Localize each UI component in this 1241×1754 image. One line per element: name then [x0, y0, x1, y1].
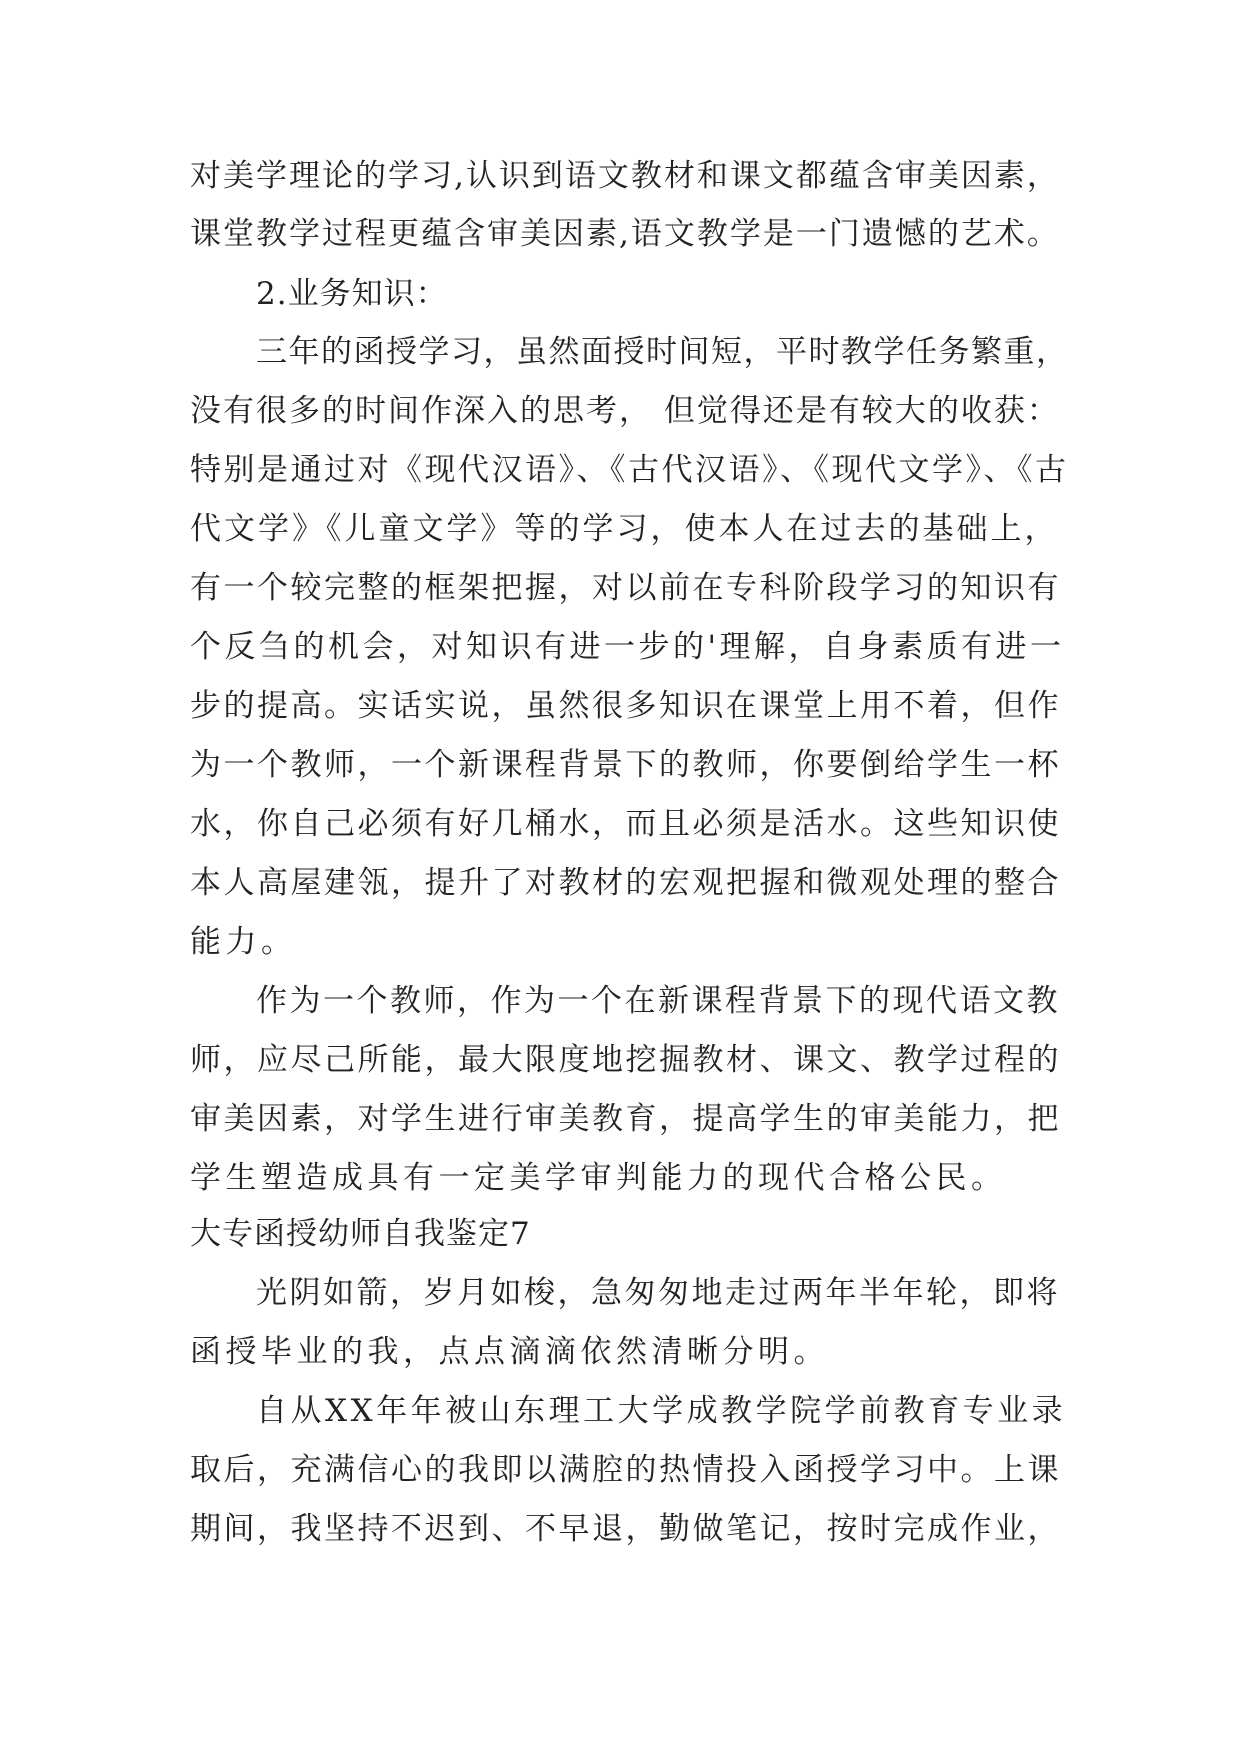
text-line: 个反刍的机会，对知识有进一步的'理解，自身素质有进一 [190, 629, 1065, 665]
section-title: 大专函授幼师自我鉴定7 [190, 1216, 531, 1252]
text-line: 对美学理论的学习,认识到语文教材和课文都蕴含审美因素， [190, 158, 1060, 194]
text-line: 学生塑造成具有一定美学审判能力的现代合格公民。 [190, 1160, 1007, 1196]
text-line: 函授毕业的我，点点滴滴依然清晰分明。 [190, 1334, 829, 1370]
paragraph-first-line: 三年的函授学习，虽然面授时间短，平时教学任务繁重， [256, 334, 1069, 370]
paragraph-first-line: 作为一个教师，作为一个在新课程背景下的现代语文教 [256, 983, 1060, 1019]
text-line: 代文学》《儿童文学》等的学习，使本人在过去的基础上， [190, 511, 1059, 547]
text-line: 本人高屋建瓴，提升了对教材的宏观把握和微观处理的整合 [190, 865, 1061, 901]
text-line: 期间，我坚持不迟到、不早退，勤做笔记，按时完成作业， [190, 1511, 1061, 1547]
paragraph-first-line: 自从XX年年被山东理工大学成教学院学前教育专业录 [256, 1393, 1067, 1429]
text-line: 有一个较完整的框架把握，对以前在专科阶段学习的知识有 [190, 570, 1061, 606]
text-line: 师，应尽己所能，最大限度地挖掘教材、课文、教学过程的 [190, 1042, 1061, 1078]
text-line: 为一个教师，一个新课程背景下的教师，你要倒给学生一杯 [190, 747, 1061, 783]
text-line: 特别是通过对《现代汉语》、《古代汉语》、《现代文学》、《古 [190, 452, 1069, 488]
text-line: 没有很多的时间作深入的思考， 但觉得还是有较大的收获： [190, 393, 1060, 429]
text-line: 课堂教学过程更蕴含审美因素,语文教学是一门遗憾的艺术。 [190, 216, 1060, 252]
text-line: 步的提高。实话实说，虽然很多知识在课堂上用不着，但作 [190, 688, 1061, 724]
text-line: 审美因素，对学生进行审美教育，提高学生的审美能力，把 [190, 1101, 1061, 1137]
text-line: 水，你自己必须有好几桶水，而且必须是活水。这些知识使 [190, 806, 1061, 842]
paragraph-first-line: 光阴如箭，岁月如梭，急匆匆地走过两年半年轮，即将 [256, 1275, 1060, 1311]
text-line: 取后，充满信心的我即以满腔的热情投入函授学习中。上课 [190, 1452, 1061, 1488]
section-heading: 2.业务知识： [256, 276, 448, 312]
text-line: 能力。 [190, 924, 297, 960]
